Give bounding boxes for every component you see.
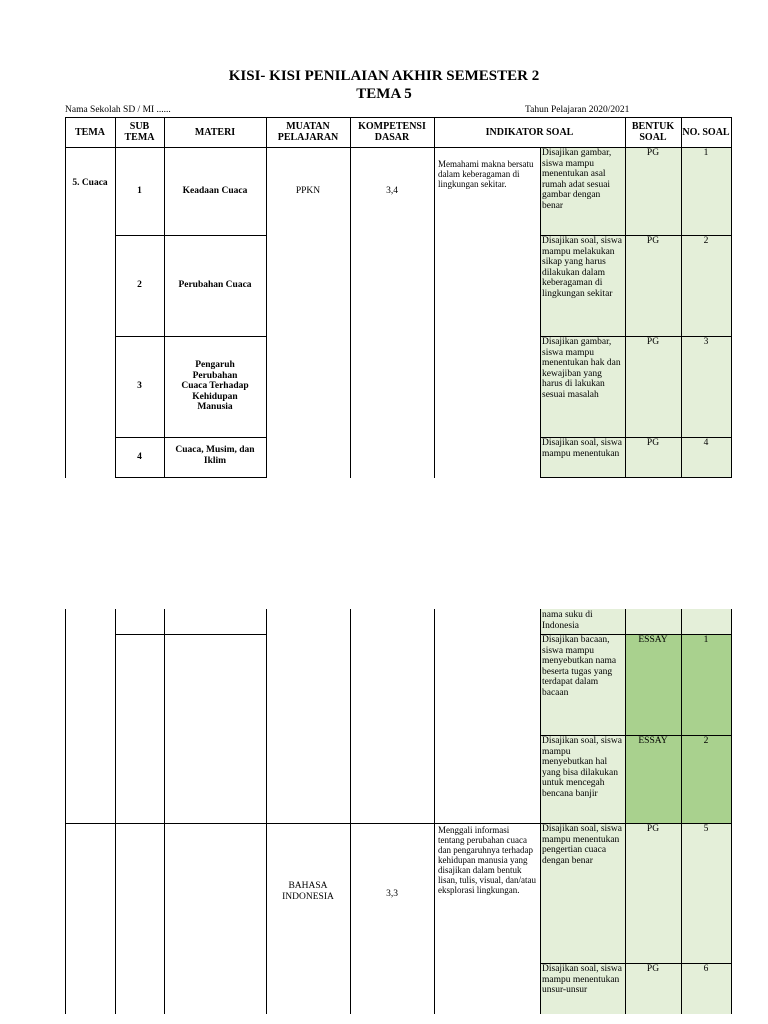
header-muatan: MUATAN PELAJARAN — [277, 121, 339, 143]
bentuk-value: PG — [646, 236, 660, 246]
bentuk-value: PG — [646, 824, 660, 834]
materi-value — [166, 445, 264, 466]
no-value: 2 — [703, 236, 709, 246]
subtema-value — [115, 336, 164, 437]
no-value: 4 — [703, 438, 709, 448]
bentuk-value: PG — [646, 148, 660, 158]
indicator-text: Disajikan gambar, siswa mampu menentukan hak dan kewajiban yang harus di lakukan sesuai masalah — [542, 337, 621, 400]
document-title-line2: TEMA 5 — [356, 86, 412, 102]
materi-value — [166, 147, 264, 235]
indicator-cell — [540, 437, 625, 477]
no-value: 3 — [703, 337, 709, 347]
header-materi: MATERI — [194, 126, 236, 138]
muatan-value: BAHASA INDONESIA — [282, 881, 334, 902]
subtema-number: 2 — [137, 280, 142, 291]
bentuk-value: ESSAY — [638, 736, 668, 746]
school-name-label: Nama Sekolah SD / MI ...... — [65, 105, 171, 115]
header-subtema: SUB TEMA — [124, 121, 155, 143]
document-title-line1: KISI- KISI PENILAIAN AKHIR SEMESTER 2 — [228, 68, 540, 84]
subtema-value — [115, 147, 164, 235]
indicator-cell — [540, 336, 625, 437]
indicator-cell — [540, 235, 625, 336]
bentuk-cell — [625, 634, 681, 735]
no-value: 2 — [703, 736, 709, 746]
indicator-cell — [540, 609, 625, 634]
indicator-text: Disajikan soal, siswa mampu menentukan pengertian cuaca dengan benar — [542, 824, 622, 866]
bentuk-value: PG — [646, 964, 660, 974]
indicator-cell — [540, 823, 625, 963]
header-tema: TEMA — [75, 126, 105, 138]
indicator-cell — [540, 147, 625, 235]
no-cell — [681, 235, 731, 336]
indicator-cell — [540, 634, 625, 735]
materi-value — [166, 235, 264, 336]
bentuk-cell — [625, 609, 681, 634]
tema-value: 5. Cuaca — [72, 178, 108, 188]
indicator-text: Disajikan soal, siswa mampu menentukan — [542, 438, 622, 459]
muatan-value: PPKN — [295, 186, 321, 196]
materi-text: Perubahan Cuaca — [178, 280, 252, 291]
no-value: 5 — [703, 824, 709, 834]
no-cell — [681, 634, 731, 735]
kd-description: Menggali informasi tentang perubahan cuaca dan pengaruhnya terhadap kehidupan manusia yang disajikan dalam bentuk lisan, tulis, visual, dan/atau eksplorasi lingkungan. — [438, 825, 536, 895]
indicator-cell — [540, 735, 625, 823]
header-kompetensi: KOMPETENSI DASAR — [358, 121, 426, 143]
bentuk-value: PG — [646, 337, 660, 347]
bentuk-cell — [625, 336, 681, 437]
indicator-cell — [540, 963, 625, 1014]
materi-value — [180, 336, 250, 437]
bentuk-value: PG — [646, 438, 660, 448]
header-bentuk: BENTUK SOAL — [631, 121, 675, 143]
indicator-text: Disajikan gambar, siswa mampu menentukan asal rumah adat sesuai gambar dengan benar — [542, 148, 612, 211]
indicator-text: Disajikan soal, siswa mampu menentukan unsur-unsur — [542, 964, 622, 995]
indicator-text: Disajikan soal, siswa mampu menyebutkan hal yang bisa dilakukan untuk mencegah bencana banjir — [542, 736, 622, 799]
header-indikator: INDIKATOR SOAL — [485, 126, 574, 138]
materi-text: Cuaca, Musim, dan Iklim — [175, 445, 255, 466]
indicator-text: nama suku di Indonesia — [542, 610, 593, 631]
subtema-number: 4 — [137, 451, 142, 462]
subtema-value — [115, 235, 164, 336]
no-cell — [681, 336, 731, 437]
kd-value: 3,3 — [386, 889, 398, 899]
kd-description: Memahami makna bersatu dalam keberagaman di lingkungan sekitar. — [438, 159, 534, 189]
subtema-value — [115, 437, 164, 477]
kd-value: 3,4 — [386, 186, 398, 196]
subtema-number: 1 — [137, 185, 142, 196]
indicator-text: Disajikan bacaan, siswa mampu menyebutkan nama beserta tugas yang terdapat dalam bacaan — [542, 635, 617, 698]
subtema-number: 3 — [137, 381, 142, 392]
no-value: 1 — [703, 148, 709, 158]
header-no: NO. SOAL — [682, 126, 730, 138]
no-value: 1 — [703, 635, 709, 645]
no-cell — [681, 609, 731, 634]
no-cell — [681, 823, 731, 963]
bentuk-cell — [625, 235, 681, 336]
bentuk-cell — [625, 823, 681, 963]
bentuk-value: ESSAY — [638, 635, 668, 645]
materi-text: Pengaruh Perubahan Cuaca Terhadap Kehidupan Manusia — [181, 360, 249, 413]
materi-text: Keadaan Cuaca — [182, 185, 248, 196]
no-value: 6 — [703, 964, 709, 974]
school-year-label: Tahun Pelajaran 2020/2021 — [525, 105, 630, 115]
indicator-text: Disajikan soal, siswa mampu melakukan sikap yang harus dilakukan dalam keberagaman di lingkungan sekitar — [542, 236, 622, 299]
